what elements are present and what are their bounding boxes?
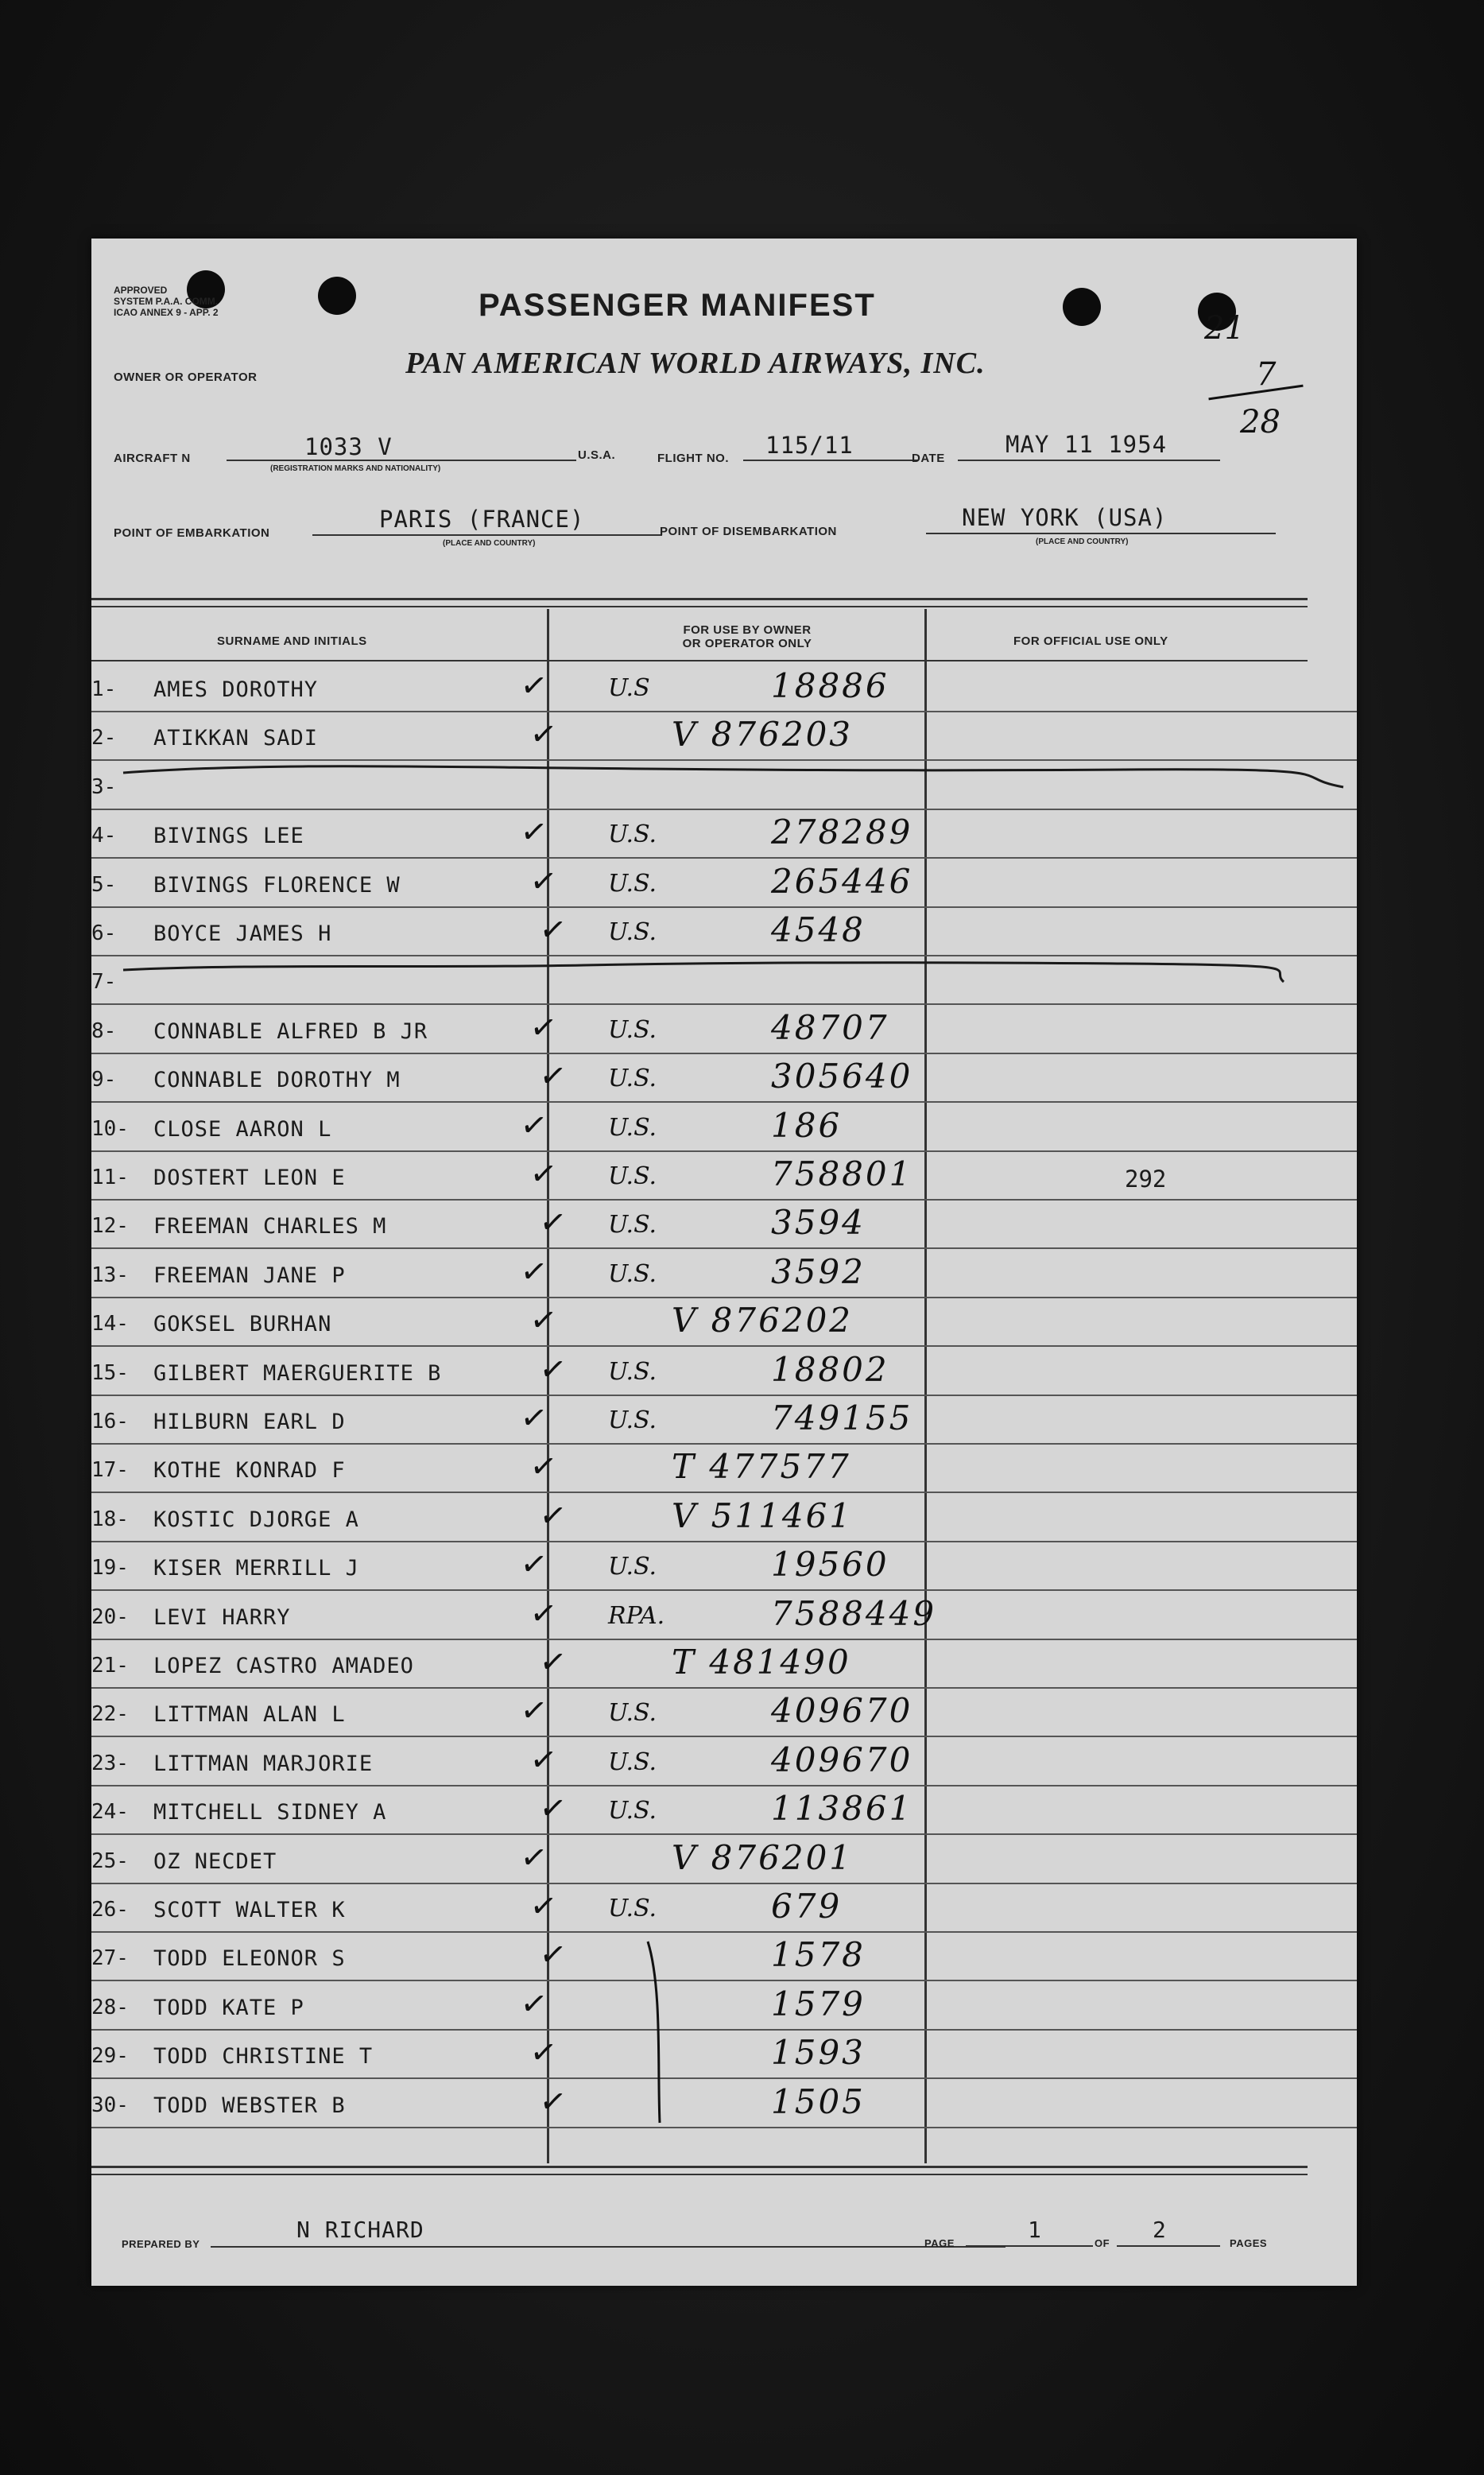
passenger-name: CLOSE AARON L bbox=[153, 1116, 332, 1142]
check-mark-icon: ✓ bbox=[517, 1251, 550, 1292]
nationality: U.S. bbox=[608, 1357, 657, 1386]
nationality: U.S. bbox=[608, 869, 657, 898]
check-mark-icon: ✓ bbox=[537, 1642, 569, 1683]
check-mark-icon: ✓ bbox=[527, 1154, 560, 1195]
check-mark-icon: ✓ bbox=[527, 861, 560, 902]
document-number: T 477577 bbox=[672, 1447, 851, 1487]
nationality: U.S. bbox=[608, 1748, 657, 1776]
flight-value: 115/11 bbox=[765, 432, 854, 459]
of-label: OF bbox=[1095, 2237, 1110, 2249]
passenger-name: TODD KATE P bbox=[153, 1995, 304, 2020]
aircraft-value: 1033 V bbox=[304, 433, 393, 460]
row-number: 27- bbox=[91, 1946, 129, 1971]
row-number: 12- bbox=[91, 1214, 129, 1239]
check-mark-icon: ✓ bbox=[517, 665, 550, 707]
nationality: RPA. bbox=[608, 1601, 665, 1630]
passenger-name: LITTMAN MARJORIE bbox=[153, 1751, 374, 1776]
check-mark-icon: ✓ bbox=[527, 2033, 560, 2073]
row-number: 3- bbox=[91, 774, 117, 799]
check-mark-icon: ✓ bbox=[517, 1105, 550, 1146]
check-mark-icon: ✓ bbox=[517, 813, 550, 853]
passenger-name: KISER MERRILL J bbox=[153, 1556, 359, 1581]
row-number: 13- bbox=[91, 1263, 129, 1287]
check-mark-icon: ✓ bbox=[537, 1349, 569, 1390]
passenger-name: CONNABLE ALFRED B JR bbox=[153, 1018, 428, 1044]
row-number: 1- bbox=[91, 677, 117, 701]
page-title: PASSENGER MANIFEST bbox=[479, 288, 876, 323]
nationality: U.S bbox=[608, 674, 650, 702]
check-mark-icon: ✓ bbox=[527, 1301, 560, 1341]
check-mark-icon: ✓ bbox=[517, 1837, 550, 1878]
document-number: V 876201 bbox=[672, 1837, 854, 1877]
document-number: 19560 bbox=[771, 1545, 889, 1585]
nationality: U.S. bbox=[608, 1259, 657, 1288]
passenger-name: OZ NECDET bbox=[153, 1848, 277, 1874]
passenger-name: DOSTERT LEON E bbox=[153, 1166, 346, 1190]
col-owner-use-line: OR OPERATOR ONLY bbox=[682, 637, 812, 650]
passenger-name: TODD CHRISTINE T bbox=[153, 2044, 374, 2070]
document-number: 1578 bbox=[771, 1935, 866, 1975]
official-entry: 292 bbox=[1125, 1166, 1167, 1193]
row-number: 19- bbox=[91, 1556, 129, 1581]
manifest-page bbox=[91, 239, 1357, 2286]
prepared-underline bbox=[211, 2246, 1005, 2248]
document-number: 305640 bbox=[771, 1057, 913, 1096]
row-number: 29- bbox=[91, 2044, 129, 2069]
passenger-name: KOTHE KONRAD F bbox=[153, 1458, 346, 1484]
nationality: U.S. bbox=[608, 1797, 657, 1825]
row-number: 26- bbox=[91, 1898, 129, 1922]
row-number: 21- bbox=[91, 1654, 129, 1678]
document-number: 18802 bbox=[771, 1349, 889, 1389]
corner-note-top: 21 bbox=[1204, 310, 1245, 347]
flight-label: FLIGHT NO. bbox=[657, 452, 729, 465]
row-number: 22- bbox=[91, 1702, 129, 1727]
check-mark-icon: ✓ bbox=[537, 910, 569, 951]
passenger-name: LOPEZ CASTRO AMADEO bbox=[153, 1654, 414, 1678]
row-number: 24- bbox=[91, 1800, 129, 1825]
passenger-name: SCOTT WALTER K bbox=[153, 1898, 346, 1922]
bracket-todd bbox=[648, 1942, 660, 2123]
row-number: 15- bbox=[91, 1360, 129, 1385]
disembark-value: NEW YORK (USA) bbox=[962, 504, 1168, 531]
strike-line-row-3 bbox=[123, 766, 1343, 787]
check-mark-icon: ✓ bbox=[537, 1057, 569, 1097]
check-mark-icon: ✓ bbox=[537, 2081, 569, 2122]
nationality: U.S. bbox=[608, 820, 657, 849]
document-number: 278289 bbox=[771, 813, 913, 852]
embark-place-note: (PLACE AND COUNTRY) bbox=[443, 539, 536, 548]
check-mark-icon: ✓ bbox=[537, 1935, 569, 1976]
check-mark-icon: ✓ bbox=[527, 1740, 560, 1780]
document-number: 3594 bbox=[771, 1203, 866, 1243]
check-mark-icon: ✓ bbox=[517, 1545, 550, 1585]
nationality: U.S. bbox=[608, 1065, 657, 1093]
document-number: 409670 bbox=[771, 1740, 913, 1779]
airline-name: PAN AMERICAN WORLD AIRWAYS, INC. bbox=[405, 347, 986, 380]
row-number: 18- bbox=[91, 1507, 129, 1531]
document-number: V 876203 bbox=[672, 715, 854, 755]
document-number: 7588449 bbox=[771, 1593, 937, 1633]
corner-note-bottom: 28 bbox=[1240, 404, 1281, 440]
document-number: V 876202 bbox=[672, 1301, 854, 1340]
passenger-name: LEVI HARRY bbox=[153, 1604, 291, 1630]
page-underline bbox=[966, 2245, 1093, 2247]
passenger-name: AMES DOROTHY bbox=[153, 677, 319, 702]
row-number: 8- bbox=[91, 1018, 117, 1043]
row-number: 2- bbox=[91, 726, 117, 751]
row-number: 5- bbox=[91, 872, 117, 897]
disembark-place-note: (PLACE AND COUNTRY) bbox=[1036, 537, 1129, 546]
document-number: 48707 bbox=[771, 1007, 889, 1047]
footer-rule bbox=[91, 2174, 1308, 2175]
prepared-label: PREPARED BY bbox=[122, 2238, 200, 2250]
document-number: 4548 bbox=[771, 910, 866, 949]
pages-label: PAGES bbox=[1230, 2237, 1268, 2249]
passenger-name: CONNABLE DOROTHY M bbox=[153, 1068, 401, 1093]
passenger-name: LITTMAN ALAN L bbox=[153, 1702, 346, 1728]
document-number: T 481490 bbox=[672, 1643, 851, 1682]
document-number: 18886 bbox=[771, 666, 889, 705]
col-official: FOR OFFICIAL USE ONLY bbox=[1013, 634, 1168, 648]
approval-line: SYSTEM P.A.A. COMM. bbox=[114, 296, 219, 307]
of-value: 2 bbox=[1153, 2217, 1167, 2243]
usa-label: U.S.A. bbox=[578, 448, 616, 462]
nationality: U.S. bbox=[608, 1895, 657, 1922]
passenger-name: BOYCE JAMES H bbox=[153, 921, 332, 946]
nationality: U.S. bbox=[608, 1553, 657, 1581]
nationality: U.S. bbox=[608, 1211, 657, 1239]
check-mark-icon: ✓ bbox=[527, 1886, 560, 1927]
document-number: 1593 bbox=[771, 2033, 866, 2073]
document-number: 679 bbox=[771, 1887, 843, 1926]
document-number: V 511461 bbox=[672, 1495, 854, 1535]
document-number: 186 bbox=[771, 1105, 843, 1145]
document-number: 1505 bbox=[771, 2081, 866, 2121]
passenger-name: BIVINGS FLORENCE W bbox=[153, 872, 401, 898]
row-number: 30- bbox=[91, 2093, 129, 2117]
check-mark-icon: ✓ bbox=[527, 1007, 560, 1048]
registration-note: (REGISTRATION MARKS AND NATIONALITY) bbox=[270, 464, 441, 473]
document-number: 265446 bbox=[771, 861, 913, 901]
document-number: 749155 bbox=[771, 1398, 913, 1437]
passenger-name: FREEMAN CHARLES M bbox=[153, 1214, 387, 1239]
col-surname: SURNAME AND INITIALS bbox=[217, 634, 367, 648]
check-mark-icon: ✓ bbox=[537, 1495, 569, 1536]
passenger-name: FREEMAN JANE P bbox=[153, 1263, 346, 1288]
document-number: 1579 bbox=[771, 1984, 866, 2023]
passenger-name: MITCHELL SIDNEY A bbox=[153, 1800, 387, 1825]
footer-rule bbox=[91, 2166, 1308, 2168]
passenger-name: GOKSEL BURHAN bbox=[153, 1312, 332, 1337]
row-number: 28- bbox=[91, 1995, 129, 2019]
row-number: 10- bbox=[91, 1116, 129, 1141]
owner-label: OWNER OR OPERATOR bbox=[114, 370, 258, 384]
document-number: 3592 bbox=[771, 1251, 866, 1291]
strike-line-row-7 bbox=[123, 963, 1284, 982]
check-mark-icon: ✓ bbox=[537, 1789, 569, 1829]
check-mark-icon: ✓ bbox=[537, 1203, 569, 1243]
row-number: 20- bbox=[91, 1604, 129, 1629]
nationality: U.S. bbox=[608, 1162, 657, 1190]
row-number: 14- bbox=[91, 1312, 129, 1336]
passenger-name: HILBURN EARL D bbox=[153, 1410, 346, 1434]
disembark-label: POINT OF DISEMBARKATION bbox=[660, 525, 837, 538]
row-number: 23- bbox=[91, 1751, 129, 1775]
strike-lines bbox=[91, 239, 1357, 2286]
passenger-name: ATIKKAN SADI bbox=[153, 726, 319, 751]
row-number: 25- bbox=[91, 1848, 129, 1873]
nationality: U.S. bbox=[608, 918, 657, 946]
embark-value: PARIS (FRANCE) bbox=[379, 506, 585, 533]
embark-label: POINT OF EMBARKATION bbox=[114, 526, 270, 540]
row-number: 17- bbox=[91, 1458, 129, 1483]
row-number: 16- bbox=[91, 1410, 129, 1433]
page-value: 1 bbox=[1028, 2217, 1042, 2243]
check-mark-icon: ✓ bbox=[527, 1447, 560, 1488]
check-mark-icon: ✓ bbox=[517, 1691, 550, 1732]
document-number: 758801 bbox=[771, 1154, 913, 1193]
corner-note-mid: 7 bbox=[1256, 356, 1277, 393]
row-number: 7- bbox=[91, 970, 117, 995]
document-number: 113861 bbox=[771, 1789, 913, 1829]
row-number: 9- bbox=[91, 1068, 117, 1092]
document-number: 409670 bbox=[771, 1691, 913, 1731]
nationality: U.S. bbox=[608, 1406, 657, 1434]
passenger-name: TODD WEBSTER B bbox=[153, 2093, 346, 2118]
date-value: MAY 11 1954 bbox=[1005, 431, 1168, 458]
row-number: 11- bbox=[91, 1166, 129, 1189]
nationality: U.S. bbox=[608, 1015, 657, 1044]
check-mark-icon: ✓ bbox=[517, 1398, 550, 1439]
check-mark-icon: ✓ bbox=[517, 1984, 550, 2024]
check-mark-icon: ✓ bbox=[527, 715, 560, 755]
aircraft-label: AIRCRAFT N bbox=[114, 452, 191, 465]
approval-line: ICAO ANNEX 9 - APP. 2 bbox=[114, 307, 219, 318]
approval-line: APPROVED bbox=[114, 285, 168, 296]
of-underline bbox=[1117, 2245, 1220, 2247]
page-label: PAGE bbox=[924, 2237, 955, 2249]
col-owner-use-line: FOR USE BY OWNER bbox=[683, 623, 812, 637]
row-number: 4- bbox=[91, 824, 117, 848]
nationality: U.S. bbox=[608, 1699, 657, 1728]
prepared-value: N RICHARD bbox=[296, 2217, 424, 2243]
passenger-name: KOSTIC DJORGE A bbox=[153, 1507, 359, 1532]
passenger-name: TODD ELEONOR S bbox=[153, 1946, 346, 1972]
check-mark-icon: ✓ bbox=[527, 1593, 560, 1634]
date-label: DATE bbox=[912, 452, 945, 465]
nationality: U.S. bbox=[608, 1113, 657, 1142]
passenger-name: BIVINGS LEE bbox=[153, 824, 304, 849]
passenger-name: GILBERT MAERGUERITE B bbox=[153, 1360, 442, 1386]
row-number: 6- bbox=[91, 921, 117, 945]
